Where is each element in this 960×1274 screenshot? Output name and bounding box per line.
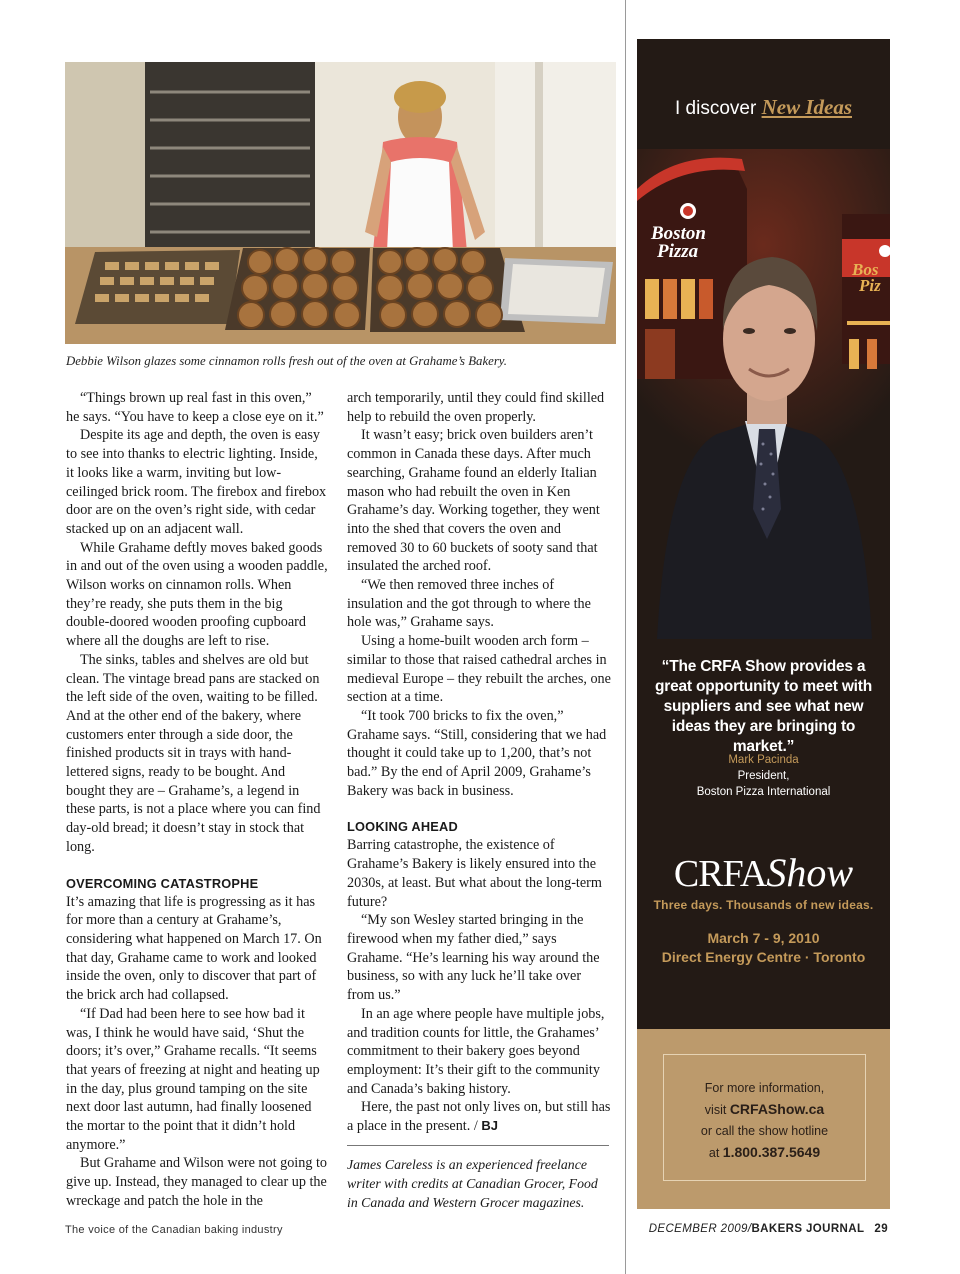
ad-info-panel: [637, 1029, 890, 1209]
info-visit-line: [664, 1099, 865, 1121]
paragraph: “It took 700 bricks to fix the oven,” Grahame says. “Still, considering that we had thought it could take up to 1,200, that’s not bad.” By the end of April 2009, Grahame’s Bakery was back in business.: [347, 707, 607, 799]
paragraph: “My son Wesley started bringing in the firewood when my father died,” says Grahame. “He’s learning his way around the business, so with any luck he’ll take over from us.”: [347, 912, 600, 1004]
magazine-name: BAKERS JOURNAL: [751, 1223, 865, 1235]
info-text: visit: [704, 1103, 727, 1117]
author-bio: James Careless is an experienced freelance writer with credits at Canadian Grocer, Food in Canada and Western Grocer magazines.: [347, 1156, 598, 1210]
logo-crfa: CRFA: [673, 853, 767, 895]
paragraph: The sinks, tables and shelves are old but clean. The vintage bread pans are stacked on the left side of the oven, waiting to be filled. And at the other end of the bakery, where customers enter through a side door, the finished products sit in trays with hand-lettered signs, ready to be bought. And bought they are – Grahame’s, a legend in these parts, is not a place where you can find day-old bread; it doesn’t stay in stock that long.: [66, 651, 321, 855]
ad-tagline: Three days. Thousands of new ideas.: [653, 898, 874, 912]
quote-attribution-title: [637, 768, 890, 800]
logo-show: Show: [766, 850, 854, 895]
photo-caption: Debbie Wilson glazes some cinnamon rolls fresh out of the oven at Grahame’s Bakery.: [66, 354, 507, 368]
ad-headline: [637, 95, 890, 120]
article-column-2: [347, 389, 611, 1212]
paragraph: In an age where people have multiple jobs, and tradition counts for little, the Grahames’ commitment to their bakery goes beyond employment: It’s their gift to the community and Canada’s baking history.: [347, 1005, 605, 1097]
event-venue: Direct Energy Centre · Toronto: [661, 949, 866, 965]
headline-accent: New Ideas: [761, 95, 852, 119]
article-column-1: [66, 389, 328, 1211]
paragraph: But Grahame and Wilson were not going to give up. Instead, they managed to clear up the wreckage and patch the hole in the: [66, 1155, 328, 1209]
section-heading: OVERCOMING CATASTROPHE: [66, 875, 259, 891]
paragraph: “If Dad had been here to see how bad it was, I think he would have said, ‘Shut the doors; it’s over,” Grahame recalls. “It seems that years of freezing at night and heating up in the day, plus ground tamping on the site next door last autumn, had finally loosened the mortar to the point that it didn’t hold anymore.”: [66, 1005, 320, 1153]
signoff: BJ: [481, 1118, 498, 1134]
paragraph: “Things brown up real fast in this oven,” he says. “You have to keep a close eye on it.”: [66, 390, 324, 425]
ad-scene-image: [637, 39, 890, 699]
bakery-photo: [65, 62, 616, 344]
ad-quote: “The CRFA Show provides a great opportunity to meet with suppliers and see what new ideas they are bringing to market.”: [654, 658, 873, 755]
sign-text: Piz: [859, 276, 881, 295]
info-text: at: [708, 1146, 720, 1160]
paragraph: It wasn’t easy; brick oven builders aren’t common in Canada these days. After much searching, Grahame found an elderly Italian mason who had rebuilt the oven in Ken Grahame’s day. Working together, they went into the shed that covers the oven and removed 30 to 60 buckets of sooty sand that insulated the arched roof.: [347, 427, 600, 575]
bio-divider: [347, 1145, 609, 1146]
page-number: 29: [874, 1223, 888, 1235]
sign-text: Boston: [651, 223, 706, 244]
paragraph: Using a home-built wooden arch form – similar to those that raised cathedral arches in medieval Europe – they rebuilt the arches, one section at a time.: [347, 633, 611, 706]
footer-tagline: The voice of the Canadian baking industry: [65, 1224, 283, 1236]
paragraph: It’s amazing that life is progressing as it has for more than a century at Grahame’s, considering what happened on March 17. On that day, Grahame came to work and looked inside the oven, only to discover that part of the brick arch had collapsed.: [66, 893, 322, 1004]
footer-folio: [649, 1223, 888, 1235]
person-title: President,: [737, 770, 790, 782]
crfa-show-logo: [637, 849, 890, 896]
hotline-phone[interactable]: 1.800.387.5649: [722, 1144, 821, 1160]
paragraph: Despite its age and depth, the oven is easy to see into thanks to electric lighting. Inside, it looks like a warm, inviting but low-ceilinged brick room. The firebox and firebox door are on the oven’s right side, with cedar stacked up on an adjacent wall.: [66, 427, 327, 537]
info-phone-line: [664, 1142, 865, 1164]
contact-box: [663, 1054, 866, 1181]
event-dates: March 7 - 9, 2010: [707, 930, 820, 946]
paragraph: While Grahame deftly moves baked goods in and out of the oven using a wooden paddle, Wilson works on cinnamon rolls. When they’re ready, she puts them in the big double-doored wooden proofing cupboard where all the doughs are left to rise.: [66, 539, 328, 650]
paragraph: Barring catastrophe, the existence of Grahame’s Bakery is likely ensured into the 2030s, at least. But what about the long-term future?: [347, 837, 602, 910]
issue-date: DECEMBER 2009/: [648, 1223, 752, 1235]
crfa-advertisement[interactable]: [637, 39, 890, 1209]
info-text: For more information,: [704, 1081, 825, 1095]
person-organization: Boston Pizza International: [696, 786, 831, 798]
paragraph: [347, 1098, 611, 1135]
website-link[interactable]: CRFAShow.ca: [729, 1101, 825, 1117]
info-text: or call the show hotline: [700, 1124, 829, 1138]
sign-text: Bos: [852, 260, 879, 279]
page-divider: [625, 0, 626, 1274]
paragraph: “We then removed three inches of insulation and the got through to where the hole was,” Grahame says.: [347, 577, 591, 631]
closing-text: Here, the past not only lives on, but still has a place in the present. /: [347, 1099, 611, 1135]
paragraph: arch temporarily, until they could find skilled help to rebuild the oven properly.: [347, 390, 605, 425]
event-details: [637, 929, 890, 967]
sign-text: Pizza: [657, 241, 699, 262]
headline-prefix: I discover: [674, 98, 757, 119]
section-heading: LOOKING AHEAD: [347, 819, 458, 835]
quote-attribution-name: Mark Pacinda: [728, 754, 799, 766]
